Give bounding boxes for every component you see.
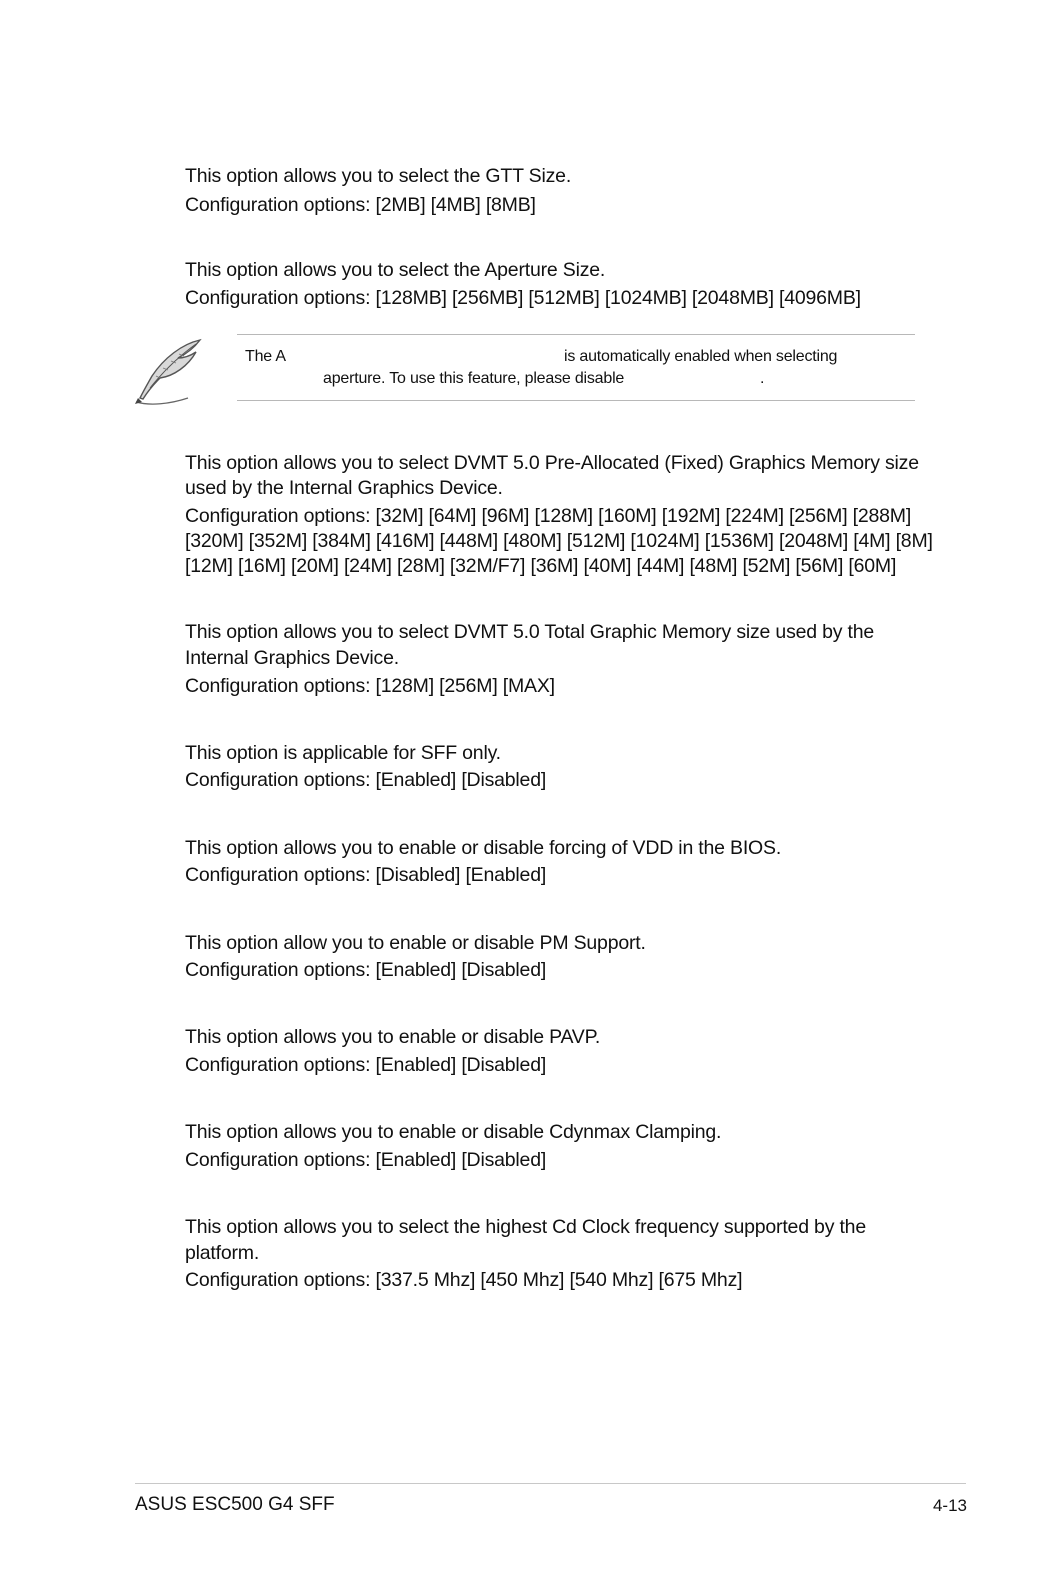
cdynmax-description: This option allows you to enable or disable Cdynmax Clamping. (185, 1121, 722, 1143)
note-line2-end: . (760, 370, 765, 387)
cdynmax-options: Configuration options: [Enabled] [Disabled] (185, 1149, 547, 1171)
dvmt-total-description-1: This option allows you to select DVMT 5.0 Total Graphic Memory size used by the (185, 621, 875, 643)
footer-product-name: ASUS ESC500 G4 SFF (135, 1494, 335, 1515)
pavp-description: This option allows you to enable or disable PAVP. (185, 1026, 601, 1048)
dvmt-preallocated-description-1: This option allows you to select DVMT 5.0 Pre-Allocated (Fixed) Graphics Memory size (185, 452, 919, 474)
aperture-size-description: This option allows you to select the Aperture Size. (185, 259, 606, 281)
aperture-size-options: Configuration options: [128MB] [256MB] [512MB] [1024MB] [2048MB] [4096MB] (185, 287, 861, 309)
pm-support-description: This option allow you to enable or disable PM Support. (185, 932, 646, 954)
feather-pen-icon (130, 336, 206, 408)
cd-clock-description-1: This option allows you to select the highest Cd Clock frequency supported by the (185, 1216, 866, 1238)
vdd-options: Configuration options: [Disabled] [Enabled] (185, 864, 547, 886)
vdd-description: This option allows you to enable or disable forcing of VDD in the BIOS. (185, 837, 782, 859)
note-line1-end: is automatically enabled when selecting (564, 348, 838, 365)
sff-options: Configuration options: [Enabled] [Disabled] (185, 769, 547, 791)
note-top-rule (237, 334, 915, 335)
dvmt-preallocated-description-2: used by the Internal Graphics Device. (185, 477, 503, 499)
gtt-size-description: This option allows you to select the GTT Size. (185, 165, 572, 187)
dvmt-total-description-2: Internal Graphics Device. (185, 647, 399, 669)
pm-support-options: Configuration options: [Enabled] [Disabled] (185, 959, 547, 981)
note-bottom-rule (237, 400, 915, 401)
note-line2-start: aperture. To use this feature, please disable (323, 370, 625, 387)
footer-page-number: 4-13 (932, 1496, 967, 1515)
pavp-options: Configuration options: [Enabled] [Disabled] (185, 1054, 547, 1076)
note-line1-start: The A (245, 348, 286, 365)
dvmt-preallocated-options-2: [320M] [352M] [384M] [416M] [448M] [480M] [512M] [1024M] [1536M] [2048M] [4M] [8M] (185, 530, 933, 552)
dvmt-preallocated-options-3: [12M] [16M] [20M] [24M] [28M] [32M/F7] [36M] [40M] [44M] [48M] [52M] [56M] [60M] (185, 555, 897, 577)
cd-clock-options: Configuration options: [337.5 Mhz] [450 Mhz] [540 Mhz] [675 Mhz] (185, 1269, 743, 1291)
dvmt-preallocated-options-1: Configuration options: [32M] [64M] [96M] [128M] [160M] [192M] [224M] [256M] [288M] (185, 505, 912, 527)
gtt-size-options: Configuration options: [2MB] [4MB] [8MB] (185, 194, 536, 216)
sff-description: This option is applicable for SFF only. (185, 742, 501, 764)
footer-rule (135, 1483, 966, 1484)
dvmt-total-options: Configuration options: [128M] [256M] [MAX] (185, 675, 555, 697)
cd-clock-description-2: platform. (185, 1242, 260, 1264)
